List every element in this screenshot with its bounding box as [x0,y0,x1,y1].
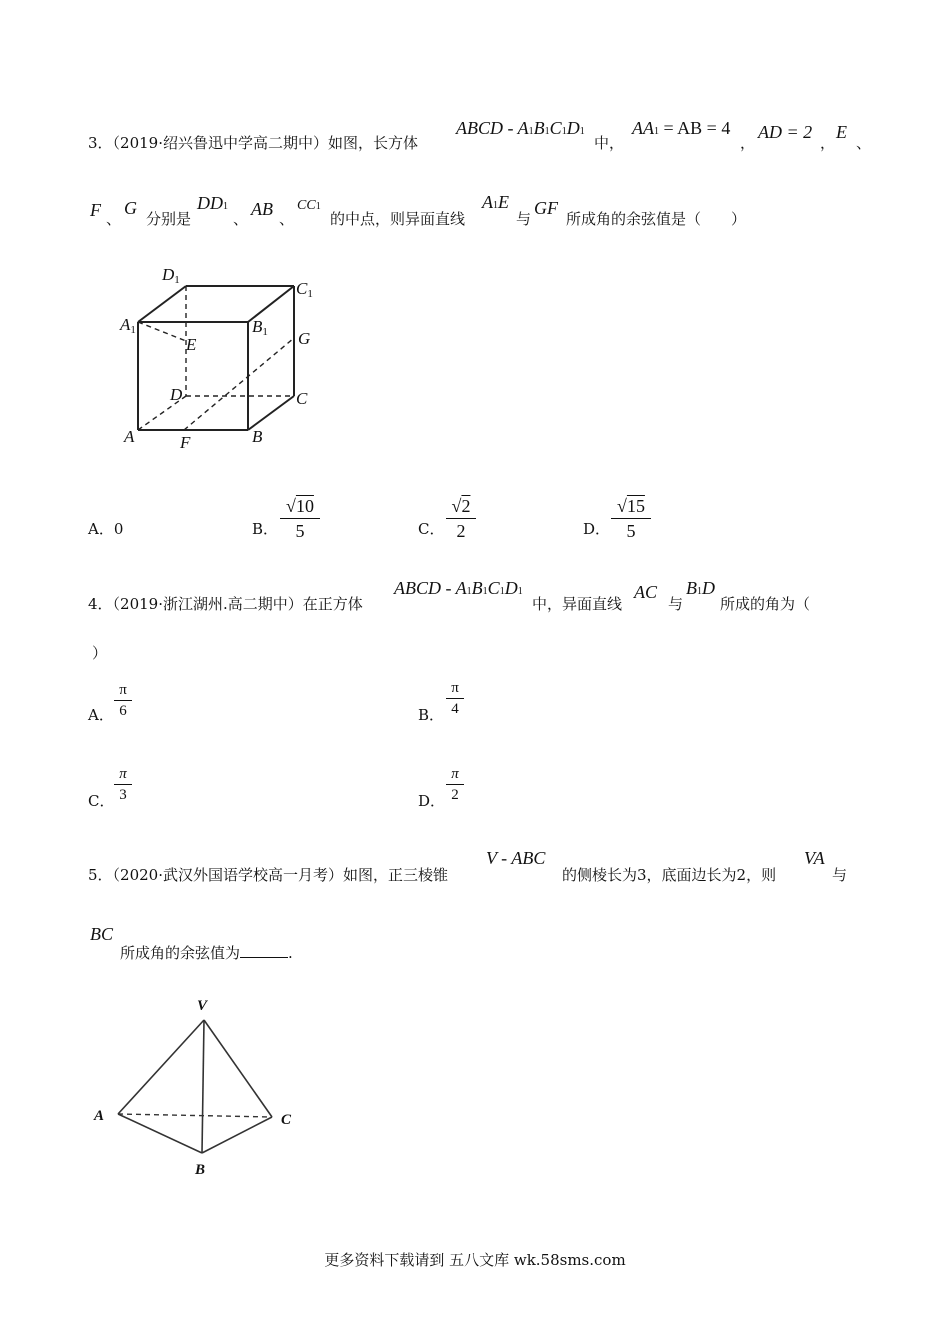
q3-CC1: CC1 [297,198,321,213]
svg-text:C1: C1 [296,279,313,300]
q4-option-d-label[interactable]: D． [418,792,446,810]
q3-dun1: 、 [856,134,872,152]
q4-solid: ABCD - A1B1C1D1 [394,578,523,598]
q3-sep2: ， [820,134,836,152]
q3-dun4: 、 [279,210,295,228]
svg-text:A: A [124,427,135,446]
q4-option-c-value: $\frac{\pi}{3}$ [114,766,132,804]
q3-option-c-label[interactable]: C． [418,520,445,538]
q4-B1D: B1D [686,578,715,598]
q5-pyramid-figure [90,990,310,1180]
svg-text:A: A [94,1108,105,1124]
q5-yu: 与 [832,866,848,884]
q3-sep1: ， [740,134,756,152]
q5-solid: V - ABC [486,848,546,868]
q3-text-start [88,132,418,153]
q3-GF: GF [534,198,558,218]
edge-vb [202,1020,204,1153]
q5-text-start: 5．（2020·武汉外国语学校高一月考）如图，正三棱锥 [88,866,448,884]
q4-yu: 与 [668,595,684,613]
svg-text:B: B [252,427,263,446]
svg-text:C: C [281,1112,292,1128]
edge-ac-hidden [118,1114,272,1117]
q3-yu: 与 [516,210,532,228]
edge-bc [248,396,294,430]
svg-text:A1: A1 [120,315,136,336]
q3-midpoint: 的中点，则异面直线 [330,210,466,228]
q3-F: F [90,200,101,220]
svg-text:E: E [186,335,197,354]
q3-option-b-label[interactable]: B． [252,520,279,538]
edge-vc [204,1020,272,1117]
q4-option-b-value: $\frac{\pi}{4}$ [446,680,464,718]
q4-ask: 所成的角为（ [720,595,811,613]
q4-close: ） [92,644,108,662]
q3-A1E: A1E [482,192,509,212]
q3-number: 3． [88,134,113,152]
q3-option-a[interactable]: A．0 [88,520,124,538]
q3-dun3: 、 [233,210,249,228]
q3-ask: 所成角的余弦值是（ ） [566,210,747,228]
q3-option-d-label[interactable]: D． [583,520,611,538]
q3-option-d-value: $\frac{√15}{5}$ [611,496,651,542]
svg-text:D1: D1 [162,265,180,286]
edge-va [118,1020,204,1114]
q3-zhong: 中， [594,134,625,152]
q5-desc: 的侧棱长为3，底面边长为2，则 [562,866,777,884]
svg-text:C: C [296,389,308,408]
q3-option-b-value: $\frac{√10}{5}$ [280,496,320,542]
q3-G: G [124,198,137,218]
q5-ask: 所成角的余弦值为 . [120,944,293,962]
q4-option-d-value: $\frac{\pi}{2}$ [446,766,464,804]
edge-ab [118,1114,202,1153]
q5-VA: VA [804,848,825,868]
svg-text:G: G [298,329,311,348]
q3-cuboid-figure [110,258,330,458]
svg-text:V: V [197,998,208,1014]
q3-dun2: 、 [106,210,122,228]
edge-bc [202,1117,272,1153]
svg-text:F: F [180,433,191,452]
q4-text-start: 4．（2019·浙江湖州.高二期中）在正方体 [88,595,363,613]
svg-text:D: D [170,385,183,404]
q3-option-c-value: $\frac{√2}{2}$ [446,496,476,542]
q4-AC: AC [634,582,658,602]
q3-source: （2019·绍兴鲁迅中学高二期中）如图，长方体 [112,134,418,152]
q4-option-a-value: $\frac{\pi}{6}$ [114,682,132,720]
q3-DD1: DD1 [197,193,228,213]
q3-cond2: AD = 2 [758,122,813,142]
q3-solid: ABCD - A1B1C1D1 [456,118,585,138]
q3-E: E [836,122,847,142]
q4-option-c-label[interactable]: C． [88,792,115,810]
q4-option-a-label[interactable]: A． [88,706,114,724]
answer-blank[interactable] [240,945,288,958]
edge-a1d1 [138,286,186,322]
q4-tail: 中，异面直线 [532,595,623,613]
segment-a1e [138,322,186,341]
footer-text: 更多资料下载请到 五八文库 wk.58sms.com [324,1251,626,1269]
svg-text:B1: B1 [252,317,268,338]
q3-fenbie: 分别是 [146,210,192,228]
q4-option-b-label[interactable]: B． [418,706,445,724]
svg-text:B: B [195,1162,206,1178]
segment-fg [184,338,294,430]
q3-cond1: AA1 = AB = 4 [632,118,731,138]
q3-AB: AB [251,199,273,219]
q5-BC: BC [90,924,114,944]
